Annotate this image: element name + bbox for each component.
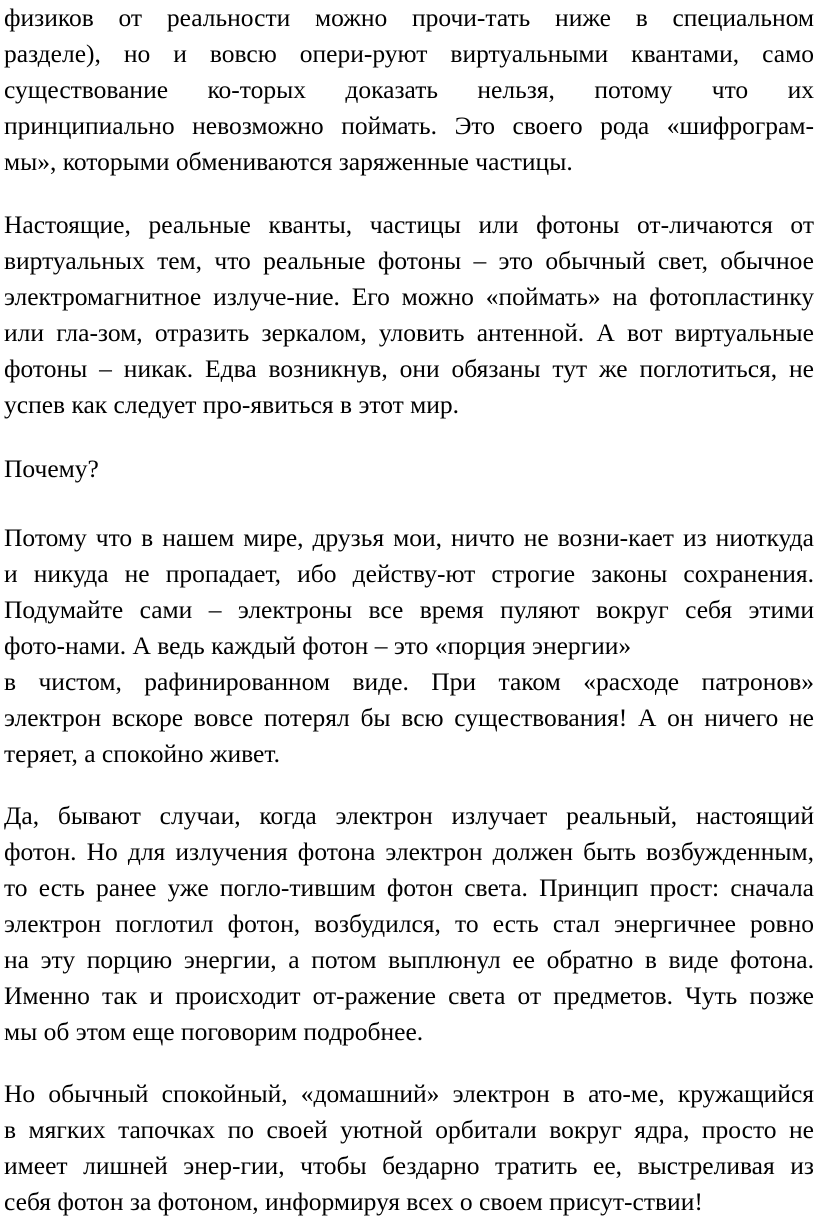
- text-line: Подумайте сами – электроны все время пуляют вокруг себя этими: [4, 595, 814, 624]
- text-line: успев как следует про-явиться в этот мир.: [4, 390, 460, 419]
- text-line: электрон поглотил фотон, возбудился, то есть стал энергичнее ровно: [4, 909, 814, 938]
- text-line: принципиально невозможно поймать. Это своего рода «шифрограм-: [4, 111, 814, 140]
- text-line: мы», которыми обмениваются заряженные частицы.: [4, 147, 573, 176]
- text-line: физиков от реальности можно прочи-тать ниже в специальном: [4, 3, 814, 32]
- text-line: электрон вскоре вовсе потерял бы всю существования! А он ничего не: [4, 703, 814, 732]
- text-line: то есть ранее уже погло-тившим фотон света. Принцип прост: сначала: [4, 873, 814, 902]
- text-line: и никуда не пропадает, ибо действу-ют строгие законы сохранения.: [4, 559, 814, 588]
- text-line: фотоны – никак. Едва возникнув, они обязаны тут же поглотиться, не: [4, 354, 814, 383]
- text-line: мы об этом еще поговорим подробнее.: [4, 1017, 424, 1046]
- text-line: Да, бывают случаи, когда электрон излучает реальный, настоящий: [4, 801, 814, 830]
- text-line: в чистом, рафинированном виде. При таком «расходе патронов»: [4, 667, 814, 696]
- text-line: существование ко-торых доказать нельзя, потому что их: [4, 75, 814, 104]
- text-line: Но обычный спокойный, «домашний» электрон в ато-ме, кружащийся: [4, 1079, 814, 1108]
- text-line: Потому что в нашем мире, друзья мои, ничто не возни-кает из ниоткуда: [4, 523, 814, 552]
- text-line: имеет лишней энер-гии, чтобы бездарно тратить ее, выстреливая из: [4, 1151, 814, 1180]
- text-line: теряет, а спокойно живет.: [4, 739, 280, 768]
- text-line: себя фотон за фотоном, информируя всех о своем присут-ствии!: [4, 1187, 703, 1216]
- text-line: на эту порцию энергии, а потом выплюнул ее обратно в виде фотона.: [4, 945, 814, 974]
- text-line: разделе), но и вовсю опери-руют виртуальными квантами, само: [4, 39, 814, 68]
- text-line: Настоящие, реальные кванты, частицы или фотоны от-личаются от: [4, 210, 814, 239]
- text-line: Почему?: [4, 454, 99, 483]
- text-line: в мягких тапочках по своей уютной орбитали вокруг ядра, просто не: [4, 1115, 814, 1144]
- text-line: или гла-зом, отразить зеркалом, уловить антенной. А вот виртуальные: [4, 318, 814, 347]
- text-line: фото-нами. А ведь каждый фотон – это «порция энергии»: [4, 631, 632, 660]
- text-line: Именно так и происходит от-ражение света от предметов. Чуть позже: [4, 981, 814, 1010]
- text-line: виртуальных тем, что реальные фотоны – это обычный свет, обычное: [4, 246, 814, 275]
- text-line: фотон. Но для излучения фотона электрон должен быть возбужденным,: [4, 837, 814, 866]
- text-line: электромагнитное излуче-ние. Его можно «поймать» на фотопластинку: [4, 282, 814, 311]
